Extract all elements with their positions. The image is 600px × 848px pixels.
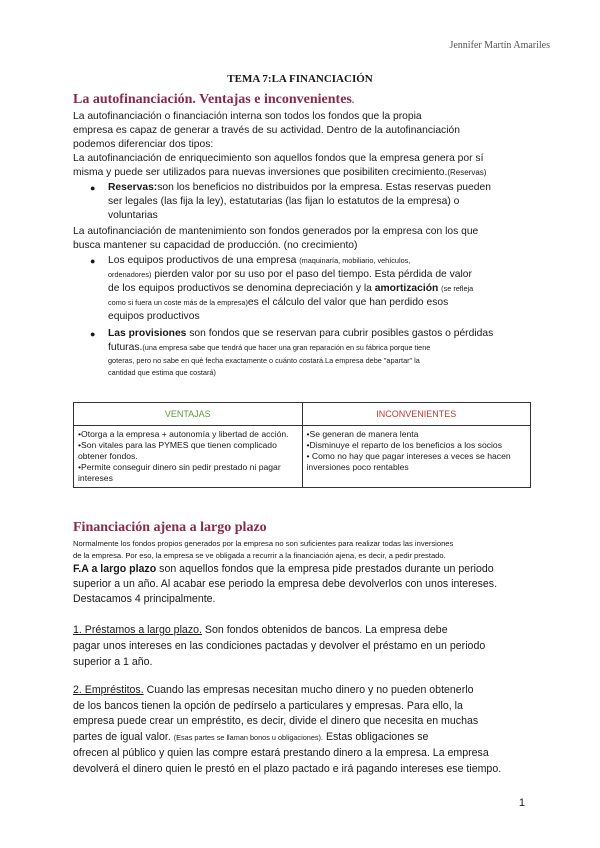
paragraph-fa-definition: F.A a largo plazo son aquellos fondos que la empresa pide prestados durante un periodo superior a un año. Al acabar ese periodo la empresa debe devolverlos con unos intereses. Destacamos 4 principalmente.	[73, 563, 498, 605]
author-header: Jennifer Martín Amariles	[449, 40, 550, 51]
list-item-reservas: Reservas:son los beneficios no distribuidos por la empresa. Estas reservas pueden ser legales (las fija la ley), estatutarias (las fijan lo estatutos de la empresa) o voluntarias	[108, 182, 491, 221]
page-title: TEMA 7:LA FINANCIACIÓN	[227, 73, 373, 85]
list-item-prestamos: 1. Préstamos a largo plazo. Son fondos obtenidos de bancos. La empresa debe pagar unos intereses en las condiciones pactadas y devolver el préstamo en un periodo superior a 1 año.	[73, 624, 486, 668]
bullet-icon: ●	[90, 256, 96, 266]
table-header-inconvenientes: INCONVENIENTES	[302, 403, 531, 426]
list-item-emprestitos: 2. Empréstitos. Cuando las empresas necesitan mucho dinero y no pueden obtenerlo de los bancos tienen la opción de pedírselo a particulares y empresas. Para ello, la empresa puede crear un empréstito, es decir, divide el dinero que necesita en muchas partes de igual valor. (Esas partes se llaman bonos u obligaciones). Estas obligaciones se ofrecen al público y quien las compre estará prestando dinero a la empresa. La empresa devolverá el dinero quien le prestó en el plazo pactado e irá pagando intereses ese tiempo.	[73, 684, 502, 775]
table-header-ventajas: VENTAJAS	[74, 403, 303, 426]
ventajas-inconvenientes-table	[73, 402, 531, 488]
paragraph-mantenimiento: La autofinanciación de mantenimiento son fondos generados por la empresa con los que busca mantener su capacidad de producción. (no crecimiento)	[73, 226, 479, 251]
paragraph-fa-intro: Normalmente los fondos propios generados por la empresa no son suficientes para realizar todas las inversiones de la empresa. Por eso, la empresa se ve obligada a recurrir a la financiación ajena, es decir, a pedir prestado.	[73, 539, 454, 560]
bullet-icon: ●	[90, 183, 96, 193]
list-item-provisiones: Las provisiones son fondos que se reservan para cubrir posibles gastos o pérdidas futuras.(una empresa sabe que tendrá que hacer una gran reparación en su fábrica porque tiene goteras, pero no sabe en qué fecha exactamente o cuánto costará.La empresa debe "apartar" la cantidad que estima que costará)	[108, 328, 494, 377]
table-cell-inconvenientes: •Se generan de manera lenta •Disminuye el reparto de los beneficios a los socios • Como no hay que pagar intereses a veces se hacen inversiones poco rentables	[302, 426, 531, 488]
section-heading-financiacion-ajena: Financiación ajena a largo plazo	[73, 520, 267, 535]
section-heading-autofinanciacion: La autofinanciación. Ventajas e inconvenientes.	[73, 92, 355, 107]
list-item-equipos: Los equipos productivos de una empresa (maquinaría, mobiliario, vehículos, ordenadores) pierden valor por su uso por el paso del tiempo. Esta pérdida de valor de los equipos productivos se denomina depreciación y la amortización (se refleja como si fuera un coste más de la empresa)es el cálculo del valor que han perdido esos equipos productivos	[108, 255, 474, 322]
paragraph-intro: La autofinanciación o financiación interna son todos los fondos que la propia empresa es capaz de generar a través de su actividad. Dentro de la autofinanciación podemos diferenciar dos tipos: La autofinanciación de enriquecimiento son aquellos fondos que la empresa genera por sí misma y puede ser utilizados para nuevas inversiones que posibiliten crecimiento.(Reservas)	[73, 111, 487, 178]
bullet-icon: ●	[90, 329, 96, 339]
table-cell-ventajas: •Otorga a la empresa + autonomía y libertad de acción. •Son vitales para las PYMES que tienen complicado obtener fondos. •Permite conseguir dinero sin pedir prestado ni pagar intereses	[74, 426, 303, 488]
page-number: 1	[518, 797, 525, 809]
